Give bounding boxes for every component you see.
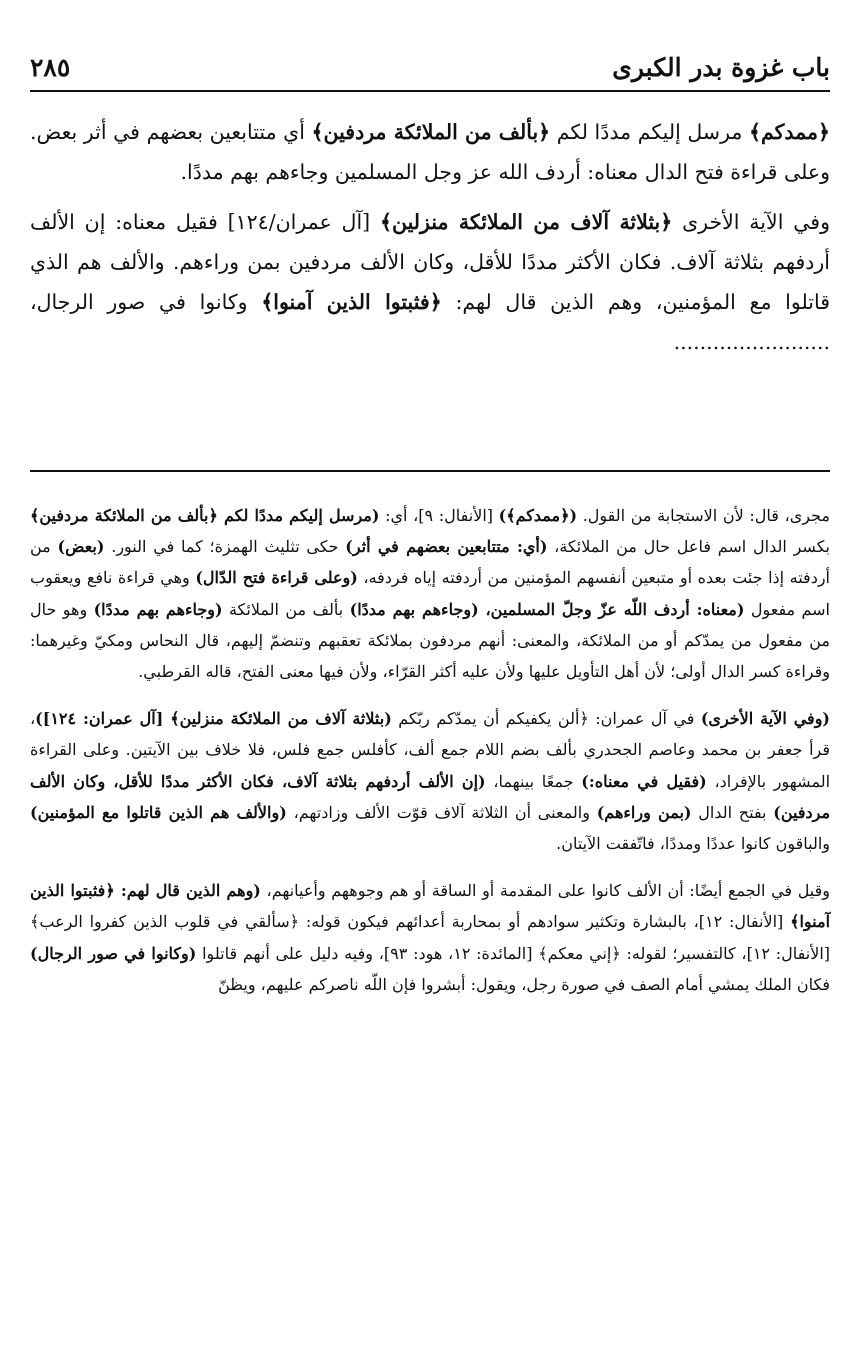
main-text-run: أي متتابعين بعضهم في أثر بعض. وعلى قراءة فتح الدال معناه: أردف الله عز وجل المسلمين وجاءهم بهم مددًا. xyxy=(30,120,830,184)
commentary-bold-run: (وجاءهم بهم مددًا) xyxy=(93,599,223,619)
commentary-run: في آل عمران: ﴿ألن يكفيكم أن يمدّكم ربّكم xyxy=(391,709,701,729)
page-number: ٢٨٥ xyxy=(30,52,71,82)
commentary-run: فكان الملك يمشي أمام الصف في صورة رجل، ويقول: أبشروا فإن اللّه ناصركم عليهم، ويظنّ xyxy=(218,974,830,994)
commentary-text xyxy=(30,500,830,1000)
main-text-run: وكانوا في صور الرجال، xyxy=(30,290,262,314)
commentary-bold-run: (بعض) xyxy=(57,537,105,557)
commentary-bold-run: (وفي الآية الأخرى) xyxy=(700,709,830,729)
quran-quote: ﴿بألف من الملائكة مردفين﴾ xyxy=(311,120,551,144)
commentary-bold-run: (معناه: أردف اللّه عزّ وجلّ المسلمين، (وجاءهم بهم مددًا) xyxy=(349,599,745,619)
commentary-run: والمعنى أن الثلاثة آلاف قوّت الألف وزادتهم، xyxy=(286,802,597,822)
main-text-run: مرسل إليكم مددًا لكم xyxy=(550,120,749,144)
main-text-run: [آل عمران/١٢٤] فقيل معناه: إن الألف أردفهم بثلاثة آلاف. فكان الأكثر مددًا للأقل، وكان الألف مردفين بمن وراءهم. والألف هم الذي قاتلوا مع المؤمنين، وهم الذين قال لهم: xyxy=(30,210,830,314)
commentary-bold-run: (بمن وراءهم) xyxy=(596,802,692,822)
commentary-run: وهو حال من مفعول من يمدّكم أو من الملائكة، والمعنى: أنهم مردفون بملائكة تعقبهم وتنضمّ إليهم، قال النحاس ومكيّ وغيرهما: وقراءة كسر الدال أولى؛ لأن أهل التأويل عليها ولأن عليه أكثر القرّاء، ولأن فيها معنى الفتح، قاله القرطبي. xyxy=(30,599,830,682)
main-paragraph-2 xyxy=(30,202,830,362)
commentary-run: وقيل في الجمع أيضًا: أن الألف كانوا على المقدمة أو الساقة أو هم وجوههم وأعيانهم، xyxy=(260,881,831,901)
commentary-bold-run: (والألف هم الذين قاتلوا مع المؤمنين) xyxy=(30,802,287,822)
commentary-bold-run: (أي: متتابعين بعضهم في أثر) xyxy=(345,537,548,557)
commentary-run: من أردفته إذا جئت بعده أو متبعين أنفسهم المؤمنين من أردفته إياه فردفه، xyxy=(30,537,831,588)
commentary-paragraph-2 xyxy=(30,703,830,859)
page-header xyxy=(30,44,830,90)
commentary-bold-run: (﴿ممدكم﴾) xyxy=(498,506,578,525)
commentary-run: حكى تثليث الهمزة؛ كما في النور. xyxy=(104,537,346,557)
commentary-bold-run: (بثلاثة آلاف من الملائكة منزلين﴾ [آل عمران: ١٢٤]) xyxy=(35,709,392,729)
commentary-paragraph-3 xyxy=(30,875,830,1000)
commentary-run: [الأنفال: ٩]، أي: xyxy=(379,506,499,525)
commentary-bold-run: (وهم الذين قال لهم: ﴿فثبتوا الذين آمنوا﴾ xyxy=(30,881,831,932)
commentary-run: بكسر الدال اسم فاعل حال من الملائكة، xyxy=(547,537,830,557)
commentary-run: بفتح الدال xyxy=(691,802,774,822)
commentary-run: وهي قراءة نافع ويعقوب اسم مفعول xyxy=(30,568,830,619)
ellipsis-dots: ........................ xyxy=(673,330,830,354)
commentary-run: مجرى، قال: لأن الاستجابة من القول. xyxy=(577,506,830,525)
commentary-bold-run: (فقيل في معناه:) xyxy=(581,771,707,791)
quran-quote: ﴿بثلاثة آلاف من الملائكة منزلين﴾ xyxy=(379,210,673,234)
commentary-bold-run: (إن الألف أردفهم بثلاثة آلاف، فكان الأكثر مددًا للأقل، وكان الألف مردفين) xyxy=(30,771,831,822)
footnote-rule xyxy=(30,470,830,472)
main-paragraph-1 xyxy=(30,112,830,192)
commentary-paragraph-1 xyxy=(30,500,830,687)
commentary-run: بألف من الملائكة xyxy=(222,599,350,619)
commentary-run: جمعًا بينهما، xyxy=(485,771,582,791)
header-rule xyxy=(30,90,830,92)
quran-quote: ﴿فثبتوا الذين آمنوا﴾ xyxy=(261,290,442,314)
main-text-run: وفي الآية الأخرى xyxy=(672,210,830,234)
commentary-run: والباقون كانوا عددًا ومددًا، فاتّفقت الآيتان. xyxy=(556,834,830,854)
quran-quote: ﴿ممدكم﴾ xyxy=(748,120,830,144)
commentary-run: [الأنفال: ١٢]، بالبشارة وتكثير سوادهم أو بمحاربة أعدائهم فيكون قوله: ﴿سألقي في قلوب الذين كفروا الرعب﴾ [الأنفال: ١٢]، كالتفسير؛ لقوله: ﴿إني معكم﴾ [المائدة: ١٢، هود: ٩٣]، وفيه دليل على أنهم قاتلوا xyxy=(30,912,831,963)
commentary-bold-run: (وعلى قراءة فتح الدّال) xyxy=(195,568,358,588)
commentary-bold-run: (وكانوا في صور الرجال) xyxy=(30,943,197,963)
main-text xyxy=(30,112,830,362)
commentary-run: ، قرأ جعفر بن محمد وعاصم الجحدري بألف بضم اللام جمع ألف، كأفلس جمع فلس، فلا خلاف بين الآيتين. وعلى القراءة المشهور بالإفراد، xyxy=(30,709,831,791)
chapter-title: باب غزوة بدر الكبرى xyxy=(612,52,830,82)
commentary-bold-run: (مرسل إليكم مددًا لكم ﴿بألف من الملائكة مردفين﴾ xyxy=(30,506,380,525)
